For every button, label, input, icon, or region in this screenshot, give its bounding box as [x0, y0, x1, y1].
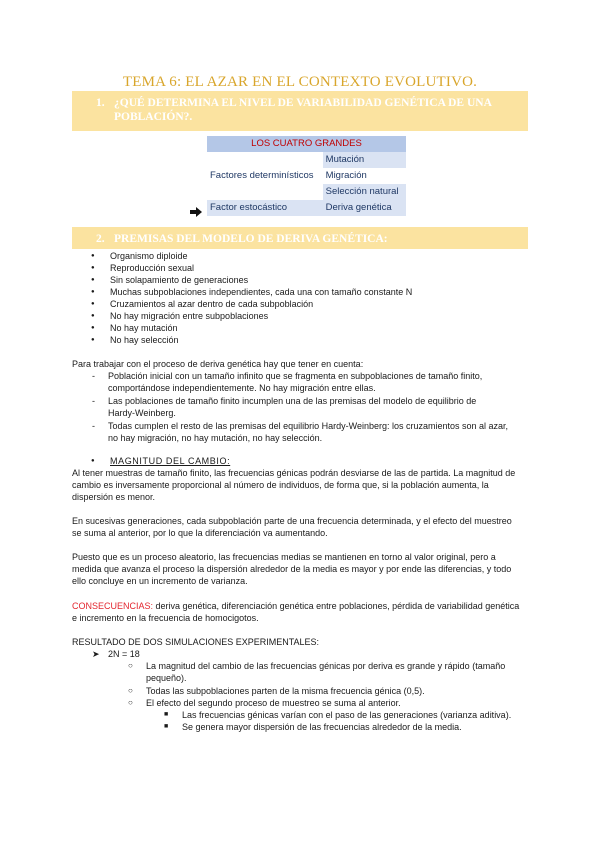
square-bullet-icon: ■ [164, 723, 169, 730]
consequences-text: deriva genética, diferenciación genética entre poblaciones, pérdida de variabilidad genética [153, 601, 520, 611]
list-item: ● Muchas subpoblaciones independientes, cada una con tamaño constante N [110, 286, 412, 298]
arrowhead-icon: ➤ [92, 649, 100, 659]
list-item: ● No hay selección [110, 334, 179, 346]
para3-line-2: medida que avanza el proceso la dispersión alrededor de la media es mayor y por ende las diferencias, y todo [72, 564, 512, 574]
section-2-heading [72, 227, 528, 249]
section-2-number: 2. [96, 233, 105, 245]
dash-item-2-line-2: Hardy-Weinberg. [108, 408, 176, 418]
section-1-title: ¿QUÉ DETERMINA EL NIVEL DE VARIABILIDAD GENÉTICA DE UNA POBLACIÓN?. [114, 97, 492, 123]
dash-marker: - [92, 396, 95, 406]
para3-line-3: ello concluye en un incremento de varianza. [72, 576, 248, 586]
magnitude-heading: ● MAGNITUD DEL CAMBIO: [110, 455, 230, 467]
table-cell-mutation: Mutación [323, 152, 406, 168]
deterministic-label: Factores determinísticos [207, 152, 323, 200]
sim-label: 2N = 18 [108, 649, 140, 659]
dash-item-1-line-1: Población inicial con un tamaño infinito que se fragmenta en subpoblaciones de tamaño finito, [108, 371, 483, 381]
table-cell-selection: Selección natural [323, 184, 406, 200]
results-heading: RESULTADO DE DOS SIMULACIONES EXPERIMENTALES: [72, 637, 320, 647]
list-item: ● Organismo diploide [110, 250, 188, 262]
sub-item-1: Las frecuencias génicas varían con el paso de las generaciones (varianza aditiva). [182, 710, 512, 720]
list-item: ● No hay mutación [110, 322, 178, 334]
table-header: LOS CUATRO GRANDES [207, 136, 406, 152]
sim-item-3: El efecto del segundo proceso de muestreo se suma al anterior. [146, 698, 401, 708]
list-item: ● Cruzamientos al azar dentro de cada subpoblación [110, 298, 313, 310]
intro-text: Para trabajar con el proceso de deriva genética hay que tener en cuenta: [72, 359, 364, 369]
para1-line-3: dispersión es menor. [72, 492, 156, 502]
list-item: ● Reproducción sexual [110, 262, 194, 274]
table-cell-drift: Deriva genética [323, 200, 406, 216]
dash-item-3-line-1: Todas cumplen el resto de las premisas del equilibrio Hardy-Weinberg: los cruzamientos son al azar, [108, 421, 509, 431]
para1-line-1: Al tener muestras de tamaño finito, las frecuencias génicas podrán desviarse de las de partida. La magnitud de [72, 468, 516, 478]
dash-item-2-line-1: Las poblaciones de tamaño finito incumplen una de las premisas del modelo de equilibrio de [108, 396, 477, 406]
circle-bullet-icon: ○ [128, 686, 133, 695]
sub-item-2: Se genera mayor dispersión de las frecuencias alrededor de la media. [182, 722, 462, 732]
consequences-line-1 [72, 600, 532, 612]
consequences-label: CONSECUENCIAS: [72, 601, 154, 611]
dash-item-3-line-2: no hay migración, no hay mutación, no hay selección. [108, 433, 323, 443]
stochastic-label: Factor estocástico [207, 200, 323, 216]
section-1-number: 1. [96, 97, 105, 109]
para1-line-2: cambio es inversamente proporcional al número de individuos, de forma que, si la población aumenta, la [72, 480, 489, 490]
section-2-title: PREMISAS DEL MODELO DE DERIVA GENÉTICA: [114, 233, 388, 245]
arrow-right-icon [190, 207, 202, 217]
dash-marker: - [92, 371, 95, 381]
sim-item-1-line-2: pequeño). [146, 673, 187, 683]
four-factors-table [207, 136, 406, 216]
para3-line-1: Puesto que es un proceso aleatorio, las frecuencias medias se mantienen en torno al valor original, pero a [72, 552, 496, 562]
circle-bullet-icon: ○ [128, 698, 133, 707]
document-title: TEMA 6: EL AZAR EN EL CONTEXTO EVOLUTIVO. [122, 74, 478, 90]
list-item: ● No hay migración entre subpoblaciones [110, 310, 268, 322]
section-1-heading [72, 91, 528, 131]
dash-item-1-line-2: comportándose independientemente. No hay migración entre ellas. [108, 383, 376, 393]
square-bullet-icon: ■ [164, 711, 169, 718]
dash-marker: - [92, 421, 95, 431]
para2-line-1: En sucesivas generaciones, cada subpoblación parte de una frecuencia determinada, y el efecto del muestreo [72, 516, 512, 526]
list-item: ● Sin solapamiento de generaciones [110, 274, 248, 286]
para2-line-2: se suma al anterior, por lo que la diferenciación va aumentando. [72, 528, 328, 538]
sim-item-2: Todas las subpoblaciones parten de la misma frecuencia génica (0,5). [146, 686, 425, 696]
table-cell-migration: Migración [323, 168, 406, 184]
circle-bullet-icon: ○ [128, 661, 133, 670]
sim-item-1-line-1: La magnitud del cambio de las frecuencias génicas por deriva es grande y rápido (tamaño [146, 661, 506, 671]
consequences-line-2: e incremento en la frecuencia de homocigotos. [72, 613, 259, 623]
